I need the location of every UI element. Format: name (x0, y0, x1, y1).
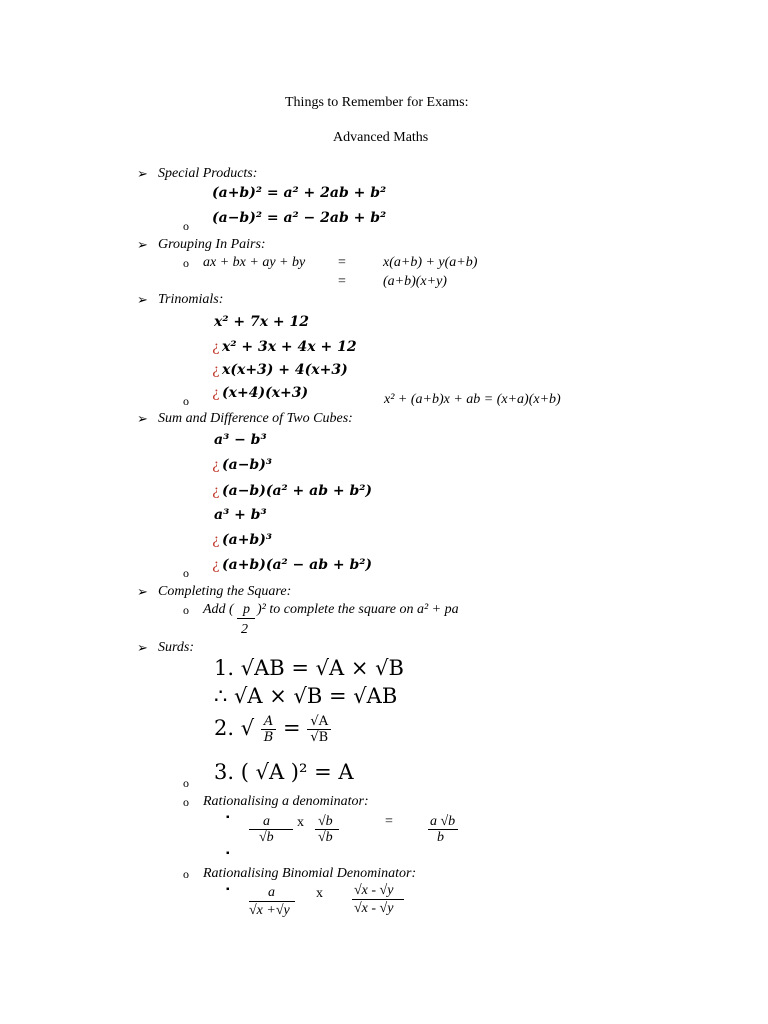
bullet-arrow-icon: ➢ (137, 292, 148, 307)
binomial-a-num: a (268, 885, 275, 900)
binomial-b-bar (352, 899, 404, 900)
surd-rule-3 (214, 714, 331, 745)
square-bullet-icon: ▪ (226, 812, 230, 823)
rationalise-b-num: √b (318, 814, 333, 829)
square-bullet-icon: ▪ (226, 884, 230, 895)
square-bullet-icon: ▪ (226, 848, 230, 859)
trinomial-rule: x² + (a+b)x + ab = (x+a)(x+b) (384, 392, 561, 407)
sub-bullet-icon: o (183, 219, 189, 233)
cubes-marker: ¿ (212, 557, 220, 573)
trinomial-line-1: x² + 7x + 12 (214, 314, 310, 330)
sub-bullet-icon: o (183, 867, 189, 881)
grouping-equals-2: = (338, 274, 346, 289)
sub-bullet-icon: o (183, 566, 189, 580)
cubes-line-6: (a+b)(a² − ab + b²) (222, 557, 373, 573)
cubes-line-4: a³ + b³ (214, 507, 267, 523)
rationalise-b-den: √b (318, 830, 333, 845)
cubes-marker: ¿ (212, 457, 220, 473)
cubes-line-3: (a−b)(a² + ab + b²) (222, 483, 373, 499)
grouping-heading: Grouping In Pairs: (158, 237, 266, 252)
bullet-arrow-icon: ➢ (137, 166, 148, 181)
surd-rule-4: 3. ( √A )² = A (214, 760, 354, 784)
rationalise-c-num: a √b (430, 814, 456, 829)
surd-rule-3-equals: = (283, 716, 301, 740)
sub-bullet-icon: o (183, 394, 189, 408)
trinomials-heading: Trinomials: (158, 292, 224, 307)
completing-fraction-num: p (243, 602, 250, 617)
bullet-arrow-icon: ➢ (137, 584, 148, 599)
binomial-heading: Rationalising Binomial Denominator: (203, 866, 417, 881)
surds-heading: Surds: (158, 640, 195, 655)
trinomial-marker: ¿ (212, 385, 220, 401)
completing-post: )² to complete the square on a² + pa (257, 602, 459, 617)
surd-rule-3-lead: 2. √ (214, 716, 255, 740)
grouping-rhs-1: x(a+b) + y(a+b) (383, 255, 478, 270)
cubes-marker: ¿ (212, 483, 220, 499)
trinomial-marker: ¿ (212, 362, 220, 378)
sub-bullet-icon: o (183, 603, 189, 617)
cubes-line-5: (a+b)³ (222, 532, 272, 548)
surd-rule-1: 1. √AB = √A × √B (214, 656, 404, 680)
cubes-line-2: (a−b)³ (222, 457, 272, 473)
trinomial-line-2: x² + 3x + 4x + 12 (222, 339, 357, 355)
page-title: Things to Remember for Exams: (285, 95, 469, 110)
surd-rule-3-fraction-1 (261, 714, 277, 745)
bullet-arrow-icon: ➢ (137, 237, 148, 252)
rationalise-times: x (297, 815, 304, 830)
page-subtitle: Advanced Maths (333, 130, 429, 145)
binomial-b-den: √x - √y (354, 901, 394, 916)
fraction-denominator: √B (310, 730, 329, 745)
special-products-heading: Special Products: (158, 166, 258, 181)
rationalising-heading: Rationalising a denominator: (203, 794, 369, 809)
special-products-line-2: (a−b)² = a² − 2ab + b² (212, 210, 387, 226)
cubes-marker: ¿ (212, 532, 220, 548)
trinomial-line-4: (x+4)(x+3) (222, 385, 309, 401)
sub-bullet-icon: o (183, 795, 189, 809)
fraction-denominator: B (263, 730, 274, 745)
fraction-numerator: A (261, 714, 277, 730)
completing-pre: Add ( (203, 602, 234, 617)
special-products-line-1: (a+b)² = a² + 2ab + b² (212, 185, 387, 201)
binomial-times: x (316, 886, 323, 901)
rationalise-equals: = (385, 814, 393, 829)
sub-bullet-icon: o (183, 776, 189, 790)
cubes-heading: Sum and Difference of Two Cubes: (158, 411, 353, 426)
surd-rule-2: ∴ √A × √B = √AB (214, 684, 398, 708)
grouping-equals-1: = (338, 255, 346, 270)
bullet-arrow-icon: ➢ (137, 411, 148, 426)
grouping-rhs-2: (a+b)(x+y) (383, 274, 447, 289)
grouping-lhs: ax + bx + ay + by (203, 255, 306, 270)
fraction-numerator: √A (307, 714, 331, 730)
rationalise-c-den: b (437, 830, 444, 845)
sub-bullet-icon: o (183, 256, 189, 270)
cubes-line-1: a³ − b³ (214, 432, 267, 448)
completing-heading: Completing the Square: (158, 584, 292, 599)
binomial-a-bar (249, 901, 295, 902)
completing-fraction-bar (237, 618, 255, 619)
surd-rule-3-fraction-2 (307, 714, 331, 745)
bullet-arrow-icon: ➢ (137, 640, 148, 655)
rationalise-a-den: √b (259, 830, 274, 845)
trinomial-line-3: x(x+3) + 4(x+3) (222, 362, 348, 378)
rationalise-a-num: a (263, 814, 270, 829)
binomial-a-den: √x +√y (249, 903, 290, 918)
binomial-b-num: √x - √y (354, 883, 394, 898)
trinomial-marker: ¿ (212, 339, 220, 355)
completing-fraction-den: 2 (241, 622, 248, 637)
